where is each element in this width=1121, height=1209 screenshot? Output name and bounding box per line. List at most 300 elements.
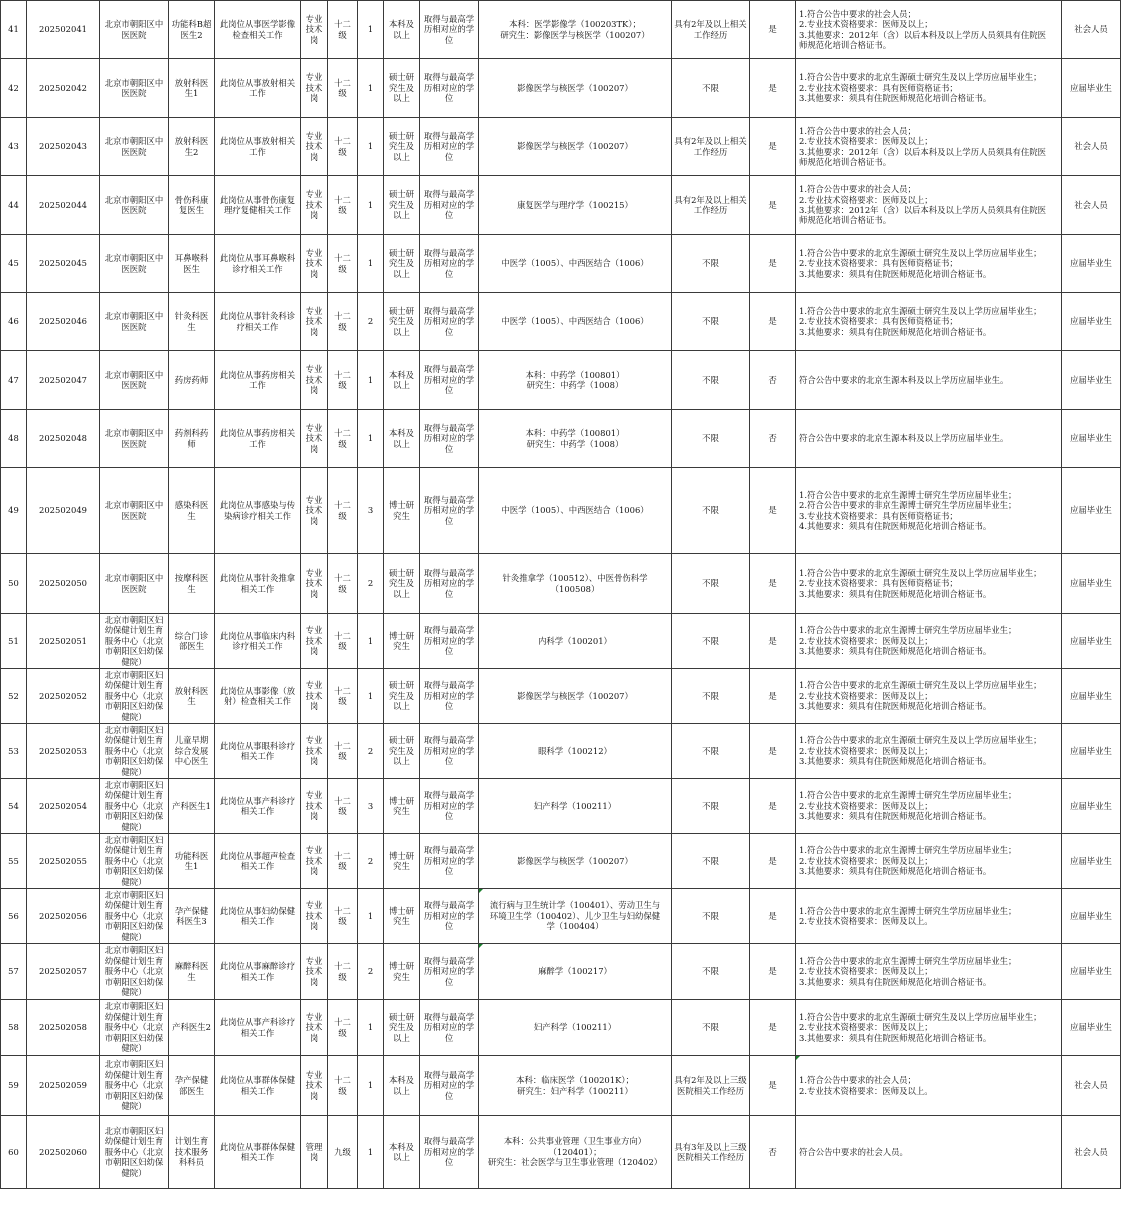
cell-desc: 此岗位从事产科诊疗相关工作	[215, 779, 301, 834]
cell-type: 专业技术岗	[301, 1056, 328, 1116]
cell-edu: 博士研究生	[384, 834, 420, 889]
cell-requirements	[796, 1056, 1062, 1116]
cell-beijing-hukou: 否	[750, 351, 796, 410]
cell-requirements	[796, 779, 1062, 834]
cell-desc: 此岗位从事药房相关工作	[215, 351, 301, 410]
cell-experience: 具有2年及以上相关工作经历	[672, 118, 750, 176]
cell-requirements-line: 2.专业技术资格要求：具有医师资格证书；	[799, 82, 958, 93]
cell-category: 社会人员	[1062, 1116, 1121, 1189]
cell-major	[479, 554, 672, 614]
cell-experience: 不限	[672, 468, 750, 554]
cell-experience: 不限	[672, 410, 750, 468]
cell-edu: 硕士研究生及以上	[384, 235, 420, 293]
cell-type: 专业技术岗	[301, 118, 328, 176]
cell-major	[479, 293, 672, 351]
cell-requirements-line: 1.符合公告中要求的北京生源博士研究生学历应届毕业生；	[799, 790, 1017, 801]
cell-unit: 北京市朝阳区妇幼保健计划生育服务中心（北京市朝阳区妇幼保健院）	[100, 834, 169, 889]
cell-code: 202502057	[27, 944, 100, 1000]
cell-desc: 此岗位从事医学影像检查相关工作	[215, 1, 301, 59]
cell-major-line: 眼科学（100212）	[538, 745, 612, 756]
cell-edu: 博士研究生	[384, 468, 420, 554]
cell-code: 202502052	[27, 669, 100, 724]
cell-requirements	[796, 889, 1062, 944]
cell-requirements-line: 1.符合公告中要求的北京生源硕士研究生及以上学历应届毕业生；	[799, 305, 1042, 316]
cell-category: 应届毕业生	[1062, 724, 1121, 779]
cell-desc: 此岗位从事麻醉诊疗相关工作	[215, 944, 301, 1000]
cell-edu: 博士研究生	[384, 779, 420, 834]
cell-major-line: 本科：医学影像学（100203TK）；	[509, 19, 641, 30]
cell-requirements	[796, 293, 1062, 351]
cell-desc: 此岗位从事放射相关工作	[215, 59, 301, 118]
cell-requirements-line: 2.专业技术资格要求：医师及以上；	[799, 635, 933, 646]
cell-count: 1	[358, 1000, 384, 1056]
cell-degree: 取得与最高学历相对应的学位	[420, 468, 479, 554]
cell-code: 202502054	[27, 779, 100, 834]
cell-degree: 取得与最高学历相对应的学位	[420, 669, 479, 724]
cell-requirements	[796, 235, 1062, 293]
cell-no: 45	[1, 235, 27, 293]
cell-beijing-hukou: 是	[750, 1, 796, 59]
cell-level: 十二级	[328, 944, 358, 1000]
cell-major	[479, 176, 672, 235]
cell-major-line: 影像医学与核医学（100207）	[517, 82, 633, 93]
cell-major-line: 研究生：中药学（1008）	[526, 380, 624, 390]
cell-no: 47	[1, 351, 27, 410]
cell-no: 43	[1, 118, 27, 176]
cell-major-line: 本科：公共事业管理（卫生事业方向）	[503, 1136, 647, 1147]
cell-major-line: 研究生：妇产科学（100211）	[517, 1085, 633, 1096]
cell-degree: 取得与最高学历相对应的学位	[420, 118, 479, 176]
cell-experience: 不限	[672, 351, 750, 410]
cell-requirements-line: 1.符合公告中要求的北京生源硕士研究生及以上学历应届毕业生；	[799, 567, 1042, 578]
cell-degree: 取得与最高学历相对应的学位	[420, 1, 479, 59]
cell-category: 应届毕业生	[1062, 669, 1121, 724]
cell-degree: 取得与最高学历相对应的学位	[420, 889, 479, 944]
cell-edu: 博士研究生	[384, 614, 420, 669]
cell-experience: 不限	[672, 1000, 750, 1056]
cell-code: 202502045	[27, 235, 100, 293]
cell-desc: 此岗位从事感染与传染病诊疗相关工作	[215, 468, 301, 554]
table-row	[1, 669, 1121, 724]
cell-type: 专业技术岗	[301, 889, 328, 944]
cell-unit: 北京市朝阳区妇幼保健计划生育服务中心（北京市朝阳区妇幼保健院）	[100, 1116, 169, 1189]
cell-post: 计划生育技术服务科科员	[169, 1116, 215, 1189]
cell-edu: 本科及以上	[384, 1, 420, 59]
cell-edu: 硕士研究生及以上	[384, 669, 420, 724]
cell-major-line: 本科：中药学（100801）	[525, 369, 625, 380]
cell-unit: 北京市朝阳区妇幼保健计划生育服务中心（北京市朝阳区妇幼保健院）	[100, 1056, 169, 1116]
cell-edu: 博士研究生	[384, 944, 420, 1000]
table-body	[1, 1, 1121, 1189]
cell-requirements-line: 符合公告中要求的社会人员。	[799, 1146, 908, 1157]
cell-requirements	[796, 669, 1062, 724]
cell-type: 专业技术岗	[301, 410, 328, 468]
cell-count: 2	[358, 554, 384, 614]
cell-requirements	[796, 176, 1062, 235]
cell-count: 2	[358, 293, 384, 351]
cell-experience: 不限	[672, 834, 750, 889]
cell-degree: 取得与最高学历相对应的学位	[420, 235, 479, 293]
cell-type: 专业技术岗	[301, 669, 328, 724]
cell-count: 1	[358, 1056, 384, 1116]
cell-experience: 不限	[672, 779, 750, 834]
cell-unit: 北京市朝阳区中医医院	[100, 293, 169, 351]
cell-beijing-hukou: 是	[750, 554, 796, 614]
cell-level: 十二级	[328, 351, 358, 410]
cell-major-line: 妇产科学（100211）	[533, 800, 617, 811]
cell-major	[479, 118, 672, 176]
cell-category: 社会人员	[1062, 118, 1121, 176]
cell-edu: 本科及以上	[384, 410, 420, 468]
cell-requirements	[796, 554, 1062, 614]
cell-edu: 硕士研究生及以上	[384, 293, 420, 351]
cell-level: 十二级	[328, 235, 358, 293]
cell-level: 十二级	[328, 889, 358, 944]
cell-degree: 取得与最高学历相对应的学位	[420, 779, 479, 834]
cell-category: 应届毕业生	[1062, 351, 1121, 410]
cell-type: 管理岗	[301, 1116, 328, 1189]
cell-major	[479, 614, 672, 669]
cell-no: 52	[1, 669, 27, 724]
cell-degree: 取得与最高学历相对应的学位	[420, 614, 479, 669]
cell-major-line: 影像医学与核医学（100207）	[517, 690, 633, 701]
cell-requirements-line: 1.符合公告中要求的社会人员；	[799, 8, 916, 19]
cell-type: 专业技术岗	[301, 554, 328, 614]
cell-requirements-line: 3.其他要求：须具有住院医师规范化培训合格证书。	[799, 756, 992, 767]
cell-count: 1	[358, 1, 384, 59]
cell-post: 麻醉科医生	[169, 944, 215, 1000]
cell-requirements-line: 3.其他要求：须具有住院医师规范化培训合格证书。	[799, 811, 992, 822]
cell-edu: 硕士研究生及以上	[384, 724, 420, 779]
cell-no: 60	[1, 1116, 27, 1189]
cell-code: 202502059	[27, 1056, 100, 1116]
cell-requirements-line: 4.其他要求：须具有住院医师规范化培训合格证书。	[799, 520, 992, 531]
cell-major	[479, 834, 672, 889]
cell-level: 十二级	[328, 554, 358, 614]
cell-category: 应届毕业生	[1062, 834, 1121, 889]
cell-no: 41	[1, 1, 27, 59]
cell-requirements-line: 2.专业技术资格要求：医师及以上；	[799, 690, 933, 701]
cell-beijing-hukou: 是	[750, 59, 796, 118]
cell-type: 专业技术岗	[301, 1000, 328, 1056]
cell-degree: 取得与最高学历相对应的学位	[420, 944, 479, 1000]
table-row	[1, 293, 1121, 351]
cell-beijing-hukou: 是	[750, 293, 796, 351]
cell-requirements-line: 2.专业技术资格要求：医师及以上。	[799, 916, 933, 926]
cell-beijing-hukou: 是	[750, 724, 796, 779]
cell-edu: 博士研究生	[384, 889, 420, 944]
cell-post: 孕产保健部医生	[169, 1056, 215, 1116]
cell-code: 202502042	[27, 59, 100, 118]
cell-requirements-line: 师规范化培训合格证书。	[799, 215, 892, 226]
cell-level: 九级	[328, 1116, 358, 1189]
cell-experience: 不限	[672, 554, 750, 614]
cell-count: 1	[358, 669, 384, 724]
cell-code: 202502050	[27, 554, 100, 614]
cell-major-line: 中医学（1005）、中西医结合（1006）	[501, 316, 649, 327]
cell-post: 放射科医生	[169, 669, 215, 724]
cell-requirements	[796, 944, 1062, 1000]
cell-no: 50	[1, 554, 27, 614]
cell-beijing-hukou: 是	[750, 779, 796, 834]
cell-requirements-line: 3.其他要求：2012年（含）以后本科及以上学历人员须具有住院医	[799, 29, 1047, 40]
cell-type: 专业技术岗	[301, 176, 328, 235]
cell-requirements-line: 1.符合公告中要求的北京生源博士研究生学历应届毕业生；	[799, 625, 1017, 636]
cell-category: 应届毕业生	[1062, 235, 1121, 293]
cell-requirements-line: 2.专业技术资格要求：医师及以上；	[799, 800, 933, 811]
cell-type: 专业技术岗	[301, 724, 328, 779]
cell-major	[479, 1000, 672, 1056]
cell-desc: 此岗位从事骨伤康复理疗复健相关工作	[215, 176, 301, 235]
cell-unit: 北京市朝阳区妇幼保健计划生育服务中心（北京市朝阳区妇幼保健院）	[100, 779, 169, 834]
cell-level: 十二级	[328, 1, 358, 59]
cell-major	[479, 1056, 672, 1116]
cell-requirements-line: 1.符合公告中要求的北京生源博士研究生学历应届毕业生；	[799, 955, 1017, 966]
cell-major	[479, 1, 672, 59]
cell-requirements-line: 2.专业技术资格要求：具有医师资格证书；	[799, 258, 958, 269]
cell-desc: 此岗位从事针灸推拿相关工作	[215, 554, 301, 614]
cell-unit: 北京市朝阳区中医医院	[100, 554, 169, 614]
cell-no: 53	[1, 724, 27, 779]
cell-no: 44	[1, 176, 27, 235]
cell-major	[479, 889, 672, 944]
cell-post: 产科医生1	[169, 779, 215, 834]
cell-count: 1	[358, 614, 384, 669]
cell-desc: 此岗位从事临床内科诊疗相关工作	[215, 614, 301, 669]
cell-category: 应届毕业生	[1062, 468, 1121, 554]
cell-desc: 此岗位从事群体保健相关工作	[215, 1056, 301, 1116]
cell-code: 202502044	[27, 176, 100, 235]
cell-level: 十二级	[328, 410, 358, 468]
cell-desc: 此岗位从事药房相关工作	[215, 410, 301, 468]
cell-no: 55	[1, 834, 27, 889]
cell-category: 应届毕业生	[1062, 59, 1121, 118]
cell-requirements-line: 2.专业技术资格要求：医师及以上；	[799, 194, 933, 205]
cell-level: 十二级	[328, 1056, 358, 1116]
cell-code: 202502041	[27, 1, 100, 59]
cell-beijing-hukou: 是	[750, 834, 796, 889]
cell-no: 51	[1, 614, 27, 669]
cell-type: 专业技术岗	[301, 1, 328, 59]
cell-requirements	[796, 1116, 1062, 1189]
cell-requirements-line: 2.专业技术资格要求：具有医师资格证书；	[799, 316, 958, 327]
cell-experience: 不限	[672, 293, 750, 351]
cell-code: 202502056	[27, 889, 100, 944]
cell-degree: 取得与最高学历相对应的学位	[420, 59, 479, 118]
cell-requirements-line: 1.符合公告中要求的北京生源博士研究生学历应届毕业生；	[799, 905, 1017, 916]
cell-category: 应届毕业生	[1062, 614, 1121, 669]
cell-unit: 北京市朝阳区妇幼保健计划生育服务中心（北京市朝阳区妇幼保健院）	[100, 724, 169, 779]
cell-level: 十二级	[328, 669, 358, 724]
cell-experience: 具有3年及以上三级医院相关工作经历	[672, 1116, 750, 1189]
cell-requirements	[796, 351, 1062, 410]
cell-code: 202502048	[27, 410, 100, 468]
cell-desc: 此岗位从事针灸科诊疗相关工作	[215, 293, 301, 351]
cell-major-line: 本科：中药学（100801）	[525, 428, 625, 439]
cell-type: 专业技术岗	[301, 944, 328, 1000]
cell-desc: 此岗位从事产科诊疗相关工作	[215, 1000, 301, 1056]
cell-code: 202502053	[27, 724, 100, 779]
cell-type: 专业技术岗	[301, 614, 328, 669]
cell-code: 202502046	[27, 293, 100, 351]
table-row	[1, 1000, 1121, 1056]
cell-no: 59	[1, 1056, 27, 1116]
cell-requirements-line: 3.其他要求：须具有住院医师规范化培训合格证书。	[799, 976, 992, 987]
cell-no: 42	[1, 59, 27, 118]
cell-code: 202502060	[27, 1116, 100, 1189]
cell-requirements-line: 2.专业技术资格要求：医师及以上。	[799, 1085, 933, 1096]
cell-code: 202502051	[27, 614, 100, 669]
cell-requirements-line: 3.其他要求：须具有住院医师规范化培训合格证书。	[799, 866, 992, 877]
cell-requirements-line: 3.其他要求：须具有住院医师规范化培训合格证书。	[799, 701, 992, 712]
cell-beijing-hukou: 是	[750, 176, 796, 235]
cell-requirements	[796, 1, 1062, 59]
cell-category: 应届毕业生	[1062, 944, 1121, 1000]
cell-major-line: 流行病与卫生统计学（100401）、劳动卫生与	[489, 900, 661, 911]
cell-desc: 此岗位从事超声检查相关工作	[215, 834, 301, 889]
cell-count: 1	[358, 59, 384, 118]
cell-requirements-line: 3.其他要求：须具有住院医师规范化培训合格证书。	[799, 93, 992, 104]
cell-level: 十二级	[328, 834, 358, 889]
cell-experience: 不限	[672, 889, 750, 944]
cell-beijing-hukou: 是	[750, 889, 796, 944]
cell-post: 耳鼻喉科医生	[169, 235, 215, 293]
cell-unit: 北京市朝阳区中医医院	[100, 59, 169, 118]
cell-major-line: （120401）；	[548, 1146, 602, 1157]
cell-requirements-line: 1.符合公告中要求的社会人员；	[799, 184, 916, 195]
cell-type: 专业技术岗	[301, 235, 328, 293]
cell-count: 1	[358, 889, 384, 944]
cell-no: 57	[1, 944, 27, 1000]
cell-type: 专业技术岗	[301, 779, 328, 834]
table-row	[1, 1, 1121, 59]
cell-major-line: 学（100404）	[546, 921, 604, 932]
cell-no: 49	[1, 468, 27, 554]
table-row	[1, 1116, 1121, 1189]
cell-category: 社会人员	[1062, 1, 1121, 59]
cell-unit: 北京市朝阳区妇幼保健计划生育服务中心（北京市朝阳区妇幼保健院）	[100, 889, 169, 944]
cell-requirements-line: 符合公告中要求的北京生源本科及以上学历应届毕业生。	[799, 374, 1009, 385]
cell-count: 2	[358, 834, 384, 889]
cell-unit: 北京市朝阳区中医医院	[100, 351, 169, 410]
cell-no: 54	[1, 779, 27, 834]
cell-requirements-line: 1.符合公告中要求的社会人员；	[799, 1075, 916, 1086]
cell-category: 应届毕业生	[1062, 889, 1121, 944]
cell-degree: 取得与最高学历相对应的学位	[420, 293, 479, 351]
cell-major-line: 环境卫生学（100402）、儿少卫生与妇幼保健	[489, 910, 661, 921]
cell-requirements-line: 1.符合公告中要求的北京生源硕士研究生及以上学历应届毕业生；	[799, 247, 1042, 258]
table-row	[1, 176, 1121, 235]
cell-requirements-line: 符合公告中要求的北京生源本科及以上学历应届毕业生。	[799, 433, 1009, 444]
cell-level: 十二级	[328, 293, 358, 351]
table-row	[1, 614, 1121, 669]
cell-major	[479, 724, 672, 779]
cell-code: 202502047	[27, 351, 100, 410]
cell-requirements-line: 3.其他要求：2012年（含）以后本科及以上学历人员须具有住院医	[799, 205, 1047, 215]
cell-requirements-line: 3.其他要求：须具有住院医师规范化培训合格证书。	[799, 646, 992, 657]
cell-count: 3	[358, 779, 384, 834]
cell-unit: 北京市朝阳区中医医院	[100, 1, 169, 59]
cell-requirements-line: 1.符合公告中要求的北京生源硕士研究生及以上学历应届毕业生；	[799, 735, 1042, 746]
cell-post: 功能科医生1	[169, 834, 215, 889]
cell-count: 1	[358, 118, 384, 176]
cell-degree: 取得与最高学历相对应的学位	[420, 834, 479, 889]
cell-beijing-hukou: 是	[750, 235, 796, 293]
cell-level: 十二级	[328, 614, 358, 669]
cell-major-line: 麻醉学（100217）	[538, 966, 612, 977]
cell-requirements-line: 2.专业技术资格要求：医师及以上；	[799, 1022, 933, 1033]
cell-major-line: 针灸推拿学（100512）、中医骨伤科学	[502, 573, 648, 584]
cell-edu: 本科及以上	[384, 1056, 420, 1116]
cell-type: 专业技术岗	[301, 468, 328, 554]
cell-unit: 北京市朝阳区中医医院	[100, 235, 169, 293]
cell-beijing-hukou: 否	[750, 1116, 796, 1189]
cell-edu: 硕士研究生及以上	[384, 59, 420, 118]
cell-category: 社会人员	[1062, 176, 1121, 235]
cell-count: 2	[358, 944, 384, 1000]
cell-post: 儿童早期综合发展中心医生	[169, 724, 215, 779]
cell-unit: 北京市朝阳区中医医院	[100, 118, 169, 176]
cell-major-line: 妇产科学（100211）	[533, 1022, 617, 1033]
cell-requirements-line: 2.专业技术资格要求：医师及以上；	[799, 855, 933, 866]
cell-edu: 硕士研究生及以上	[384, 1000, 420, 1056]
cell-post: 感染科医生	[169, 468, 215, 554]
cell-level: 十二级	[328, 176, 358, 235]
cell-experience: 具有2年及以上三级医院相关工作经历	[672, 1056, 750, 1116]
cell-code: 202502058	[27, 1000, 100, 1056]
cell-major	[479, 410, 672, 468]
cell-experience: 不限	[672, 235, 750, 293]
cell-beijing-hukou: 是	[750, 614, 796, 669]
cell-unit: 北京市朝阳区中医医院	[100, 468, 169, 554]
cell-unit: 北京市朝阳区妇幼保健计划生育服务中心（北京市朝阳区妇幼保健院）	[100, 614, 169, 669]
cell-degree: 取得与最高学历相对应的学位	[420, 724, 479, 779]
cell-category: 社会人员	[1062, 1056, 1121, 1116]
cell-category: 应届毕业生	[1062, 1000, 1121, 1056]
cell-no: 46	[1, 293, 27, 351]
cell-experience: 不限	[672, 724, 750, 779]
cell-requirements-line: 2.专业技术资格要求：医师及以上；	[799, 136, 933, 147]
cell-requirements-line: 3.其他要求：须具有住院医师规范化培训合格证书。	[799, 268, 992, 279]
cell-level: 十二级	[328, 1000, 358, 1056]
table-row	[1, 779, 1121, 834]
cell-level: 十二级	[328, 468, 358, 554]
cell-code: 202502043	[27, 118, 100, 176]
cell-level: 十二级	[328, 59, 358, 118]
cell-major-line: 中医学（1005）、中西医结合（1006）	[501, 505, 649, 516]
cell-major-line: 研究生：中药学（1008）	[526, 438, 624, 449]
cell-desc: 此岗位从事妇幼保健相关工作	[215, 889, 301, 944]
cell-category: 应届毕业生	[1062, 410, 1121, 468]
cell-beijing-hukou: 否	[750, 410, 796, 468]
cell-requirements	[796, 834, 1062, 889]
table-row	[1, 410, 1121, 468]
cell-category: 应届毕业生	[1062, 554, 1121, 614]
cell-count: 3	[358, 468, 384, 554]
cell-unit: 北京市朝阳区中医医院	[100, 410, 169, 468]
cell-beijing-hukou: 是	[750, 944, 796, 1000]
cell-experience: 具有2年及以上相关工作经历	[672, 1, 750, 59]
cell-no: 48	[1, 410, 27, 468]
table-row	[1, 724, 1121, 779]
cell-degree: 取得与最高学历相对应的学位	[420, 1000, 479, 1056]
cell-requirements-line: 3.其他要求：2012年（含）以后本科及以上学历人员须具有住院医	[799, 146, 1047, 157]
cell-beijing-hukou: 是	[750, 1056, 796, 1116]
cell-degree: 取得与最高学历相对应的学位	[420, 1056, 479, 1116]
cell-unit: 北京市朝阳区妇幼保健计划生育服务中心（北京市朝阳区妇幼保健院）	[100, 944, 169, 1000]
cell-beijing-hukou: 是	[750, 669, 796, 724]
cell-count: 1	[358, 410, 384, 468]
